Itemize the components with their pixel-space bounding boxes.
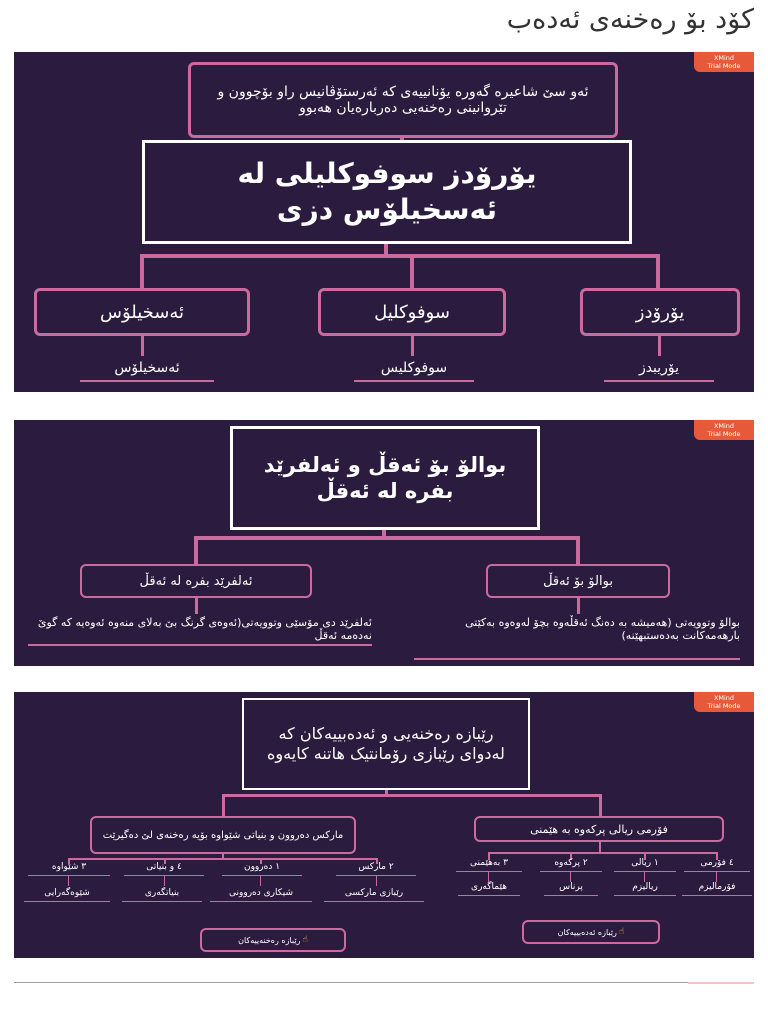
connector bbox=[577, 598, 580, 614]
central-topic[interactable] bbox=[142, 140, 632, 244]
sub-label-marx: ٢ مارکس bbox=[358, 862, 394, 872]
connector bbox=[656, 254, 660, 290]
leaf-parnassus: پرناس bbox=[559, 882, 583, 892]
connector bbox=[222, 794, 602, 797]
central-topic-text: بوالۆ بۆ ئەقڵ و ئەلفرێد بفرە لە ئەقڵ bbox=[263, 453, 507, 503]
sub-label-fill: ٢ پرکەوە bbox=[554, 858, 588, 868]
trial-mode-badge bbox=[694, 692, 754, 712]
connector bbox=[488, 852, 718, 854]
page-title: كۆد بۆ رەخنەی ئەدەب bbox=[506, 4, 754, 35]
branch-node-musset[interactable] bbox=[80, 564, 312, 598]
branch-label: مارکس دەروون و بنیاتی شێواوە بۆیە رەخنەی لێ دەگیرێت bbox=[102, 829, 344, 841]
leaf-underline bbox=[544, 895, 598, 896]
connector bbox=[644, 872, 645, 882]
mindmap-panel-greek-poets bbox=[14, 52, 754, 392]
leaf-aeschylus: ئەسخیلۆس bbox=[114, 360, 180, 376]
branch-label: سوفوکلیل bbox=[374, 301, 450, 323]
leaf-realism: ریالیزم bbox=[632, 882, 658, 892]
connector bbox=[140, 254, 144, 290]
branch-node-euripides[interactable] bbox=[580, 288, 740, 336]
leaf-formalism-critical: شێوەگەرایی bbox=[44, 888, 90, 898]
connector bbox=[195, 598, 198, 614]
leaf-euripides: یۆریبدز bbox=[638, 360, 680, 376]
connector bbox=[68, 858, 378, 860]
leaf-formalism: فۆرمالیزم bbox=[698, 882, 736, 892]
bottom-divider-accent bbox=[688, 982, 754, 984]
trial-mode-badge bbox=[694, 52, 754, 72]
leaf-underline bbox=[614, 895, 676, 896]
sub-label-psyche: ١ دەروون bbox=[243, 862, 281, 872]
leaf-underline bbox=[604, 380, 714, 382]
central-topic-text: یۆرۆدز سوفوکلیلی لە ئەسخیلۆس دزی bbox=[237, 157, 537, 226]
sub-underline bbox=[222, 875, 302, 876]
leaf-underline bbox=[354, 380, 474, 382]
sub-underline bbox=[684, 871, 750, 872]
connector bbox=[194, 536, 198, 566]
badge-line1: XMind bbox=[713, 422, 735, 430]
connector bbox=[222, 794, 225, 818]
connector bbox=[194, 536, 580, 540]
sub-underline bbox=[540, 871, 602, 872]
note-text: ئەو سێ شاعیرە گەورە یۆنانییەی کە ئەرستۆڤانیس راو بۆچوون و تێروانینی رەخنەیی دەربارەیان هەبوو bbox=[217, 84, 589, 116]
sub-underline bbox=[614, 871, 676, 872]
connector bbox=[410, 254, 414, 290]
branch-node-literary-schools[interactable] bbox=[474, 816, 724, 842]
button-label: رێبازە رەخنەییەکان bbox=[238, 935, 301, 945]
pointing-hand-icon: ☝ bbox=[618, 927, 625, 937]
leaf-symbolism: هێماگەری bbox=[471, 882, 507, 892]
connector bbox=[68, 876, 69, 886]
leaf-underline bbox=[80, 380, 214, 382]
connector bbox=[570, 872, 571, 882]
trial-mode-badge bbox=[694, 420, 754, 440]
branch-node-boileau[interactable] bbox=[486, 564, 670, 598]
branch-label: ئەسخیلۆس bbox=[99, 301, 185, 323]
leaf-boileau-quote: بوالۆ وتوویەتی (هەمیشە بە دەنگ ئەقڵەوە بچۆ لەوەوە بەکێتی بارهەمەکانت بەدەستبهێنە) bbox=[465, 616, 740, 642]
mindmap-panel-reason bbox=[14, 420, 754, 666]
connector bbox=[376, 876, 377, 886]
note-node[interactable] bbox=[188, 62, 618, 138]
pointing-hand-icon: ☝ bbox=[302, 935, 308, 945]
badge-line1: XMind bbox=[713, 694, 735, 702]
leaf-underline bbox=[122, 901, 202, 902]
branch-node-sophocles[interactable] bbox=[318, 288, 506, 336]
sub-label-distorted: ٣ شێواوە bbox=[51, 862, 87, 872]
leaf-underline bbox=[414, 658, 740, 660]
leaf-underline bbox=[28, 644, 372, 646]
sub-underline bbox=[28, 875, 110, 876]
leaf-underline bbox=[324, 901, 424, 902]
mindmap-panel-schools bbox=[14, 692, 754, 958]
leaf-musset-quote: ئەلفرێد دی مۆسێی وتوویەتی(ئەوەی گرنگ بێ بەلای منەوە ئەوەیە کە گوێ نەدەمە ئەقڵ bbox=[37, 616, 372, 642]
leaf-sophocles: سوفوکلیس bbox=[380, 360, 448, 376]
central-topic-text: رێبازە رەخنەیی و ئەدەبییەکان کە لەدوای رێبازی رۆمانتیک هاتنە کایەوە bbox=[267, 724, 505, 763]
sub-underline bbox=[456, 871, 522, 872]
badge-line2: Trial Mode bbox=[707, 430, 741, 438]
connector bbox=[576, 536, 580, 566]
connector bbox=[658, 336, 661, 356]
branch-node-aeschylus[interactable] bbox=[34, 288, 250, 336]
badge-line1: XMind bbox=[713, 54, 735, 62]
leaf-structuralism: بنیاتگەری bbox=[144, 888, 180, 898]
connector bbox=[488, 872, 489, 882]
leaf-underline bbox=[210, 901, 312, 902]
sub-label-structure: ٤ و بنیاتی bbox=[146, 862, 182, 872]
leaf-underline bbox=[682, 895, 752, 896]
sub-label-real: ١ ریالی bbox=[631, 858, 659, 868]
leaf-marxism: رێبازی مارکسی bbox=[344, 888, 404, 898]
connector bbox=[716, 872, 717, 882]
branch-label: فۆرمی ریالی پرکەوە بە هێمنی bbox=[530, 822, 668, 836]
connector bbox=[140, 254, 660, 258]
connector bbox=[141, 336, 144, 356]
bottom-divider bbox=[14, 982, 754, 983]
connector bbox=[164, 876, 165, 886]
critical-schools-button[interactable] bbox=[200, 928, 346, 952]
branch-label: بوالۆ بۆ ئەقڵ bbox=[543, 573, 613, 589]
connector bbox=[411, 336, 414, 356]
central-topic[interactable] bbox=[230, 426, 540, 530]
leaf-underline bbox=[24, 901, 110, 902]
sub-label-calm: ٣ بەهێمنی bbox=[470, 858, 508, 868]
sub-label-formal: ٤ فۆرمی bbox=[700, 858, 734, 868]
branch-label: یۆرۆدز bbox=[635, 301, 685, 323]
connector bbox=[260, 876, 261, 886]
badge-line2: Trial Mode bbox=[707, 62, 741, 70]
literary-schools-button[interactable] bbox=[522, 920, 660, 944]
leaf-psychoanalysis: شیکاری دەروونی bbox=[229, 888, 293, 898]
leaf-underline bbox=[458, 895, 520, 896]
central-topic[interactable] bbox=[242, 698, 530, 790]
branch-node-critical-schools[interactable] bbox=[90, 816, 356, 854]
branch-label: ئەلفرێد بفرە لە ئەقڵ bbox=[139, 573, 253, 589]
badge-line2: Trial Mode bbox=[707, 702, 741, 710]
connector bbox=[599, 794, 602, 818]
button-label: رێبازە ئەدەبییەکان bbox=[557, 927, 617, 937]
